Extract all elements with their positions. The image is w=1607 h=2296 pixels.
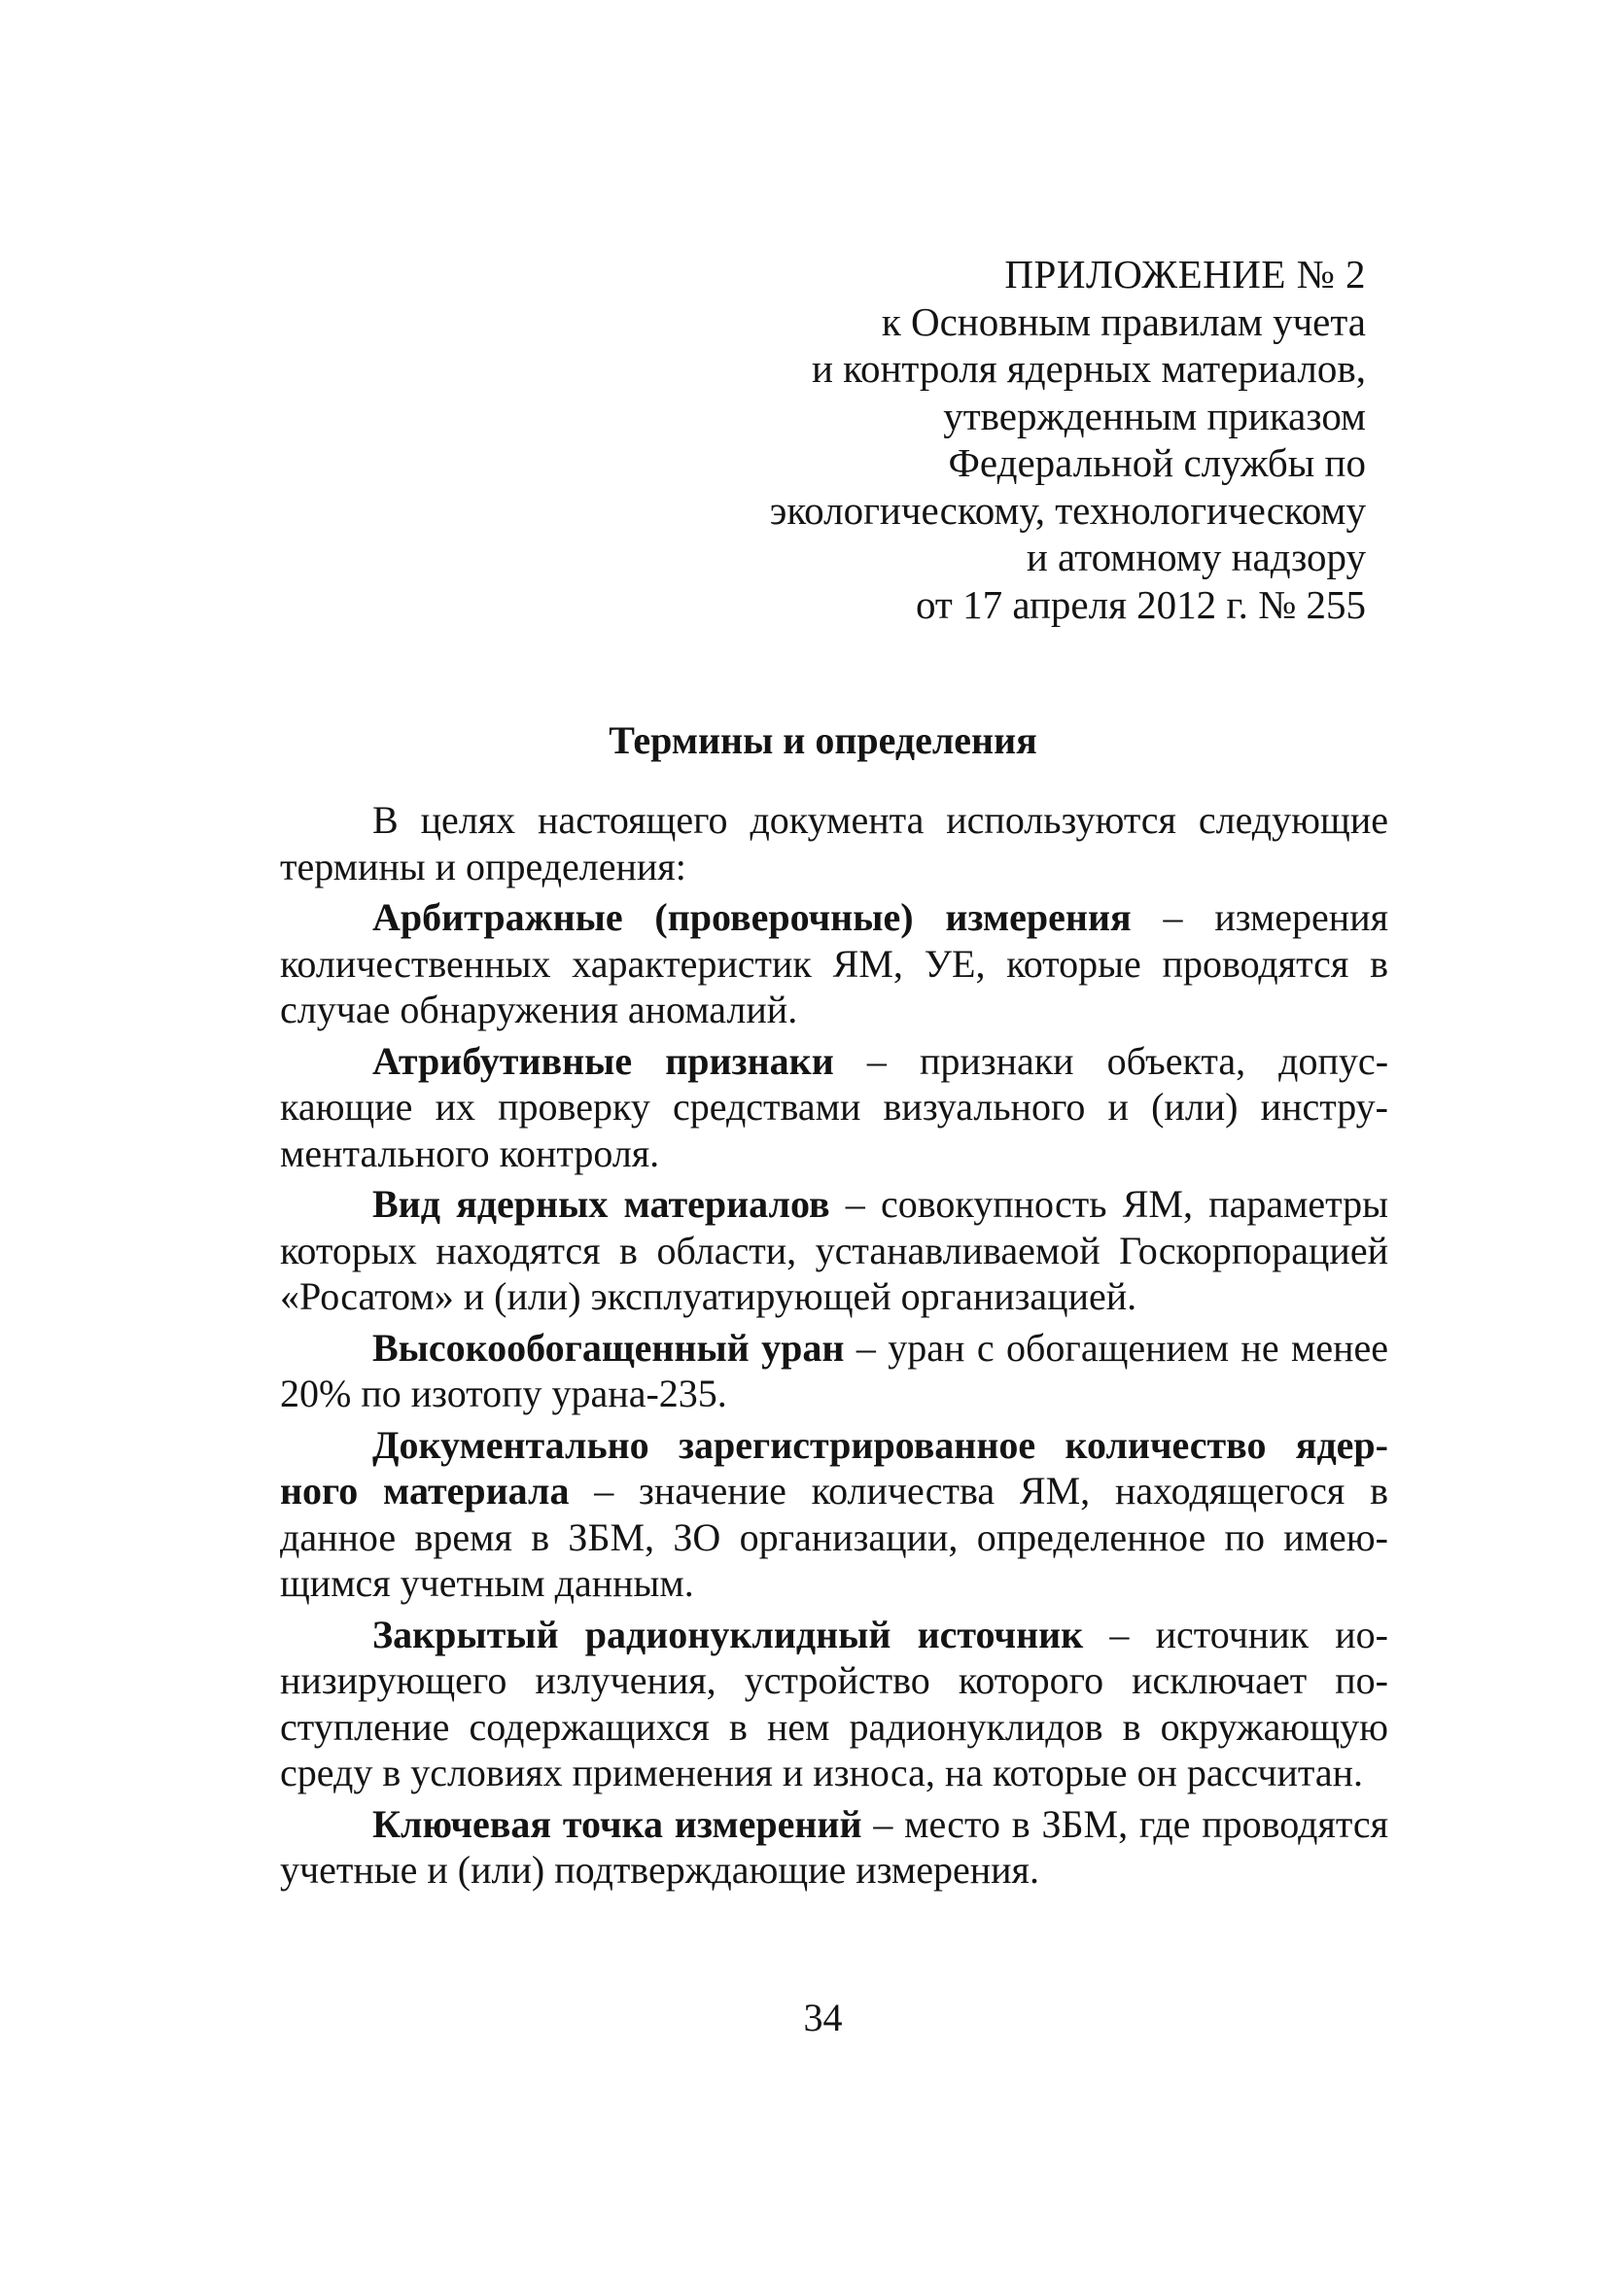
appendix-line: от 17 апреля 2012 г. № 255 bbox=[915, 581, 1366, 627]
definition-term: Ключевая точка измерений bbox=[372, 1801, 862, 1846]
definition-paragraph bbox=[280, 1612, 1388, 1796]
definition-paragraph bbox=[280, 1801, 1388, 1894]
definition-text: – признаки объекта, допускающие их проверку средствами визуального и (или) инструментального контроля. bbox=[280, 1038, 1389, 1175]
section-title: Термины и определения bbox=[609, 718, 1037, 762]
definition-text: – совокупность ЯМ, параметры которых находятся в области, устанавливаемой Госкорпорацией «Росатом» и (или) эксплуатирующей организацией. bbox=[280, 1182, 1388, 1318]
definition-term: Арбитражные (проверочные) измерения bbox=[372, 895, 1132, 939]
appendix-line: утвержденным приказом bbox=[943, 393, 1366, 438]
definition-text: – измерения количественных характеристик ЯМ, УЕ, которые проводятся в случае обнаружения аномалий. bbox=[280, 895, 1388, 1031]
definition-term: Вид ядерных материалов bbox=[372, 1182, 830, 1226]
definition-term: Высокообогащенный уран bbox=[372, 1325, 845, 1370]
appendix-line: к Основным правилам учета bbox=[881, 298, 1366, 344]
appendix-line: экологическому, технологическому bbox=[769, 487, 1366, 533]
definition-term: Закрытый радионуклидный источник bbox=[372, 1612, 1084, 1656]
appendix-header bbox=[627, 251, 1366, 628]
definition-paragraph bbox=[280, 894, 1388, 1033]
appendix-line: и контроля ядерных материалов, bbox=[811, 346, 1366, 391]
definition-paragraph bbox=[280, 1181, 1388, 1320]
definition-term: Документально зарегистрированное количество ядерного материала bbox=[280, 1422, 1388, 1513]
definition-text: – место в ЗБМ, где проводятся учетные и (или) подтверждающие измерения. bbox=[280, 1801, 1388, 1892]
definition-paragraph bbox=[280, 1038, 1388, 1177]
definition-paragraph bbox=[280, 1422, 1388, 1607]
intro-paragraph: В целях настоящего документа используются следующие термины и определения: bbox=[280, 798, 1388, 888]
definition-paragraph bbox=[280, 1325, 1388, 1417]
definition-text: – значение количества ЯМ, находящегося в данное время в ЗБМ, ЗО организации, определенное по имеющимся учетным данным. bbox=[280, 1469, 1389, 1605]
definition-text: – уран с обогащением не менее 20% по изотопу урана-235. bbox=[280, 1325, 1388, 1415]
page-number: 34 bbox=[803, 1996, 843, 2039]
definition-term: Атрибутивные признаки bbox=[372, 1038, 834, 1083]
appendix-line: ПРИЛОЖЕНИЕ № 2 bbox=[1004, 252, 1366, 296]
definition-text: – источник ионизирующего излучения, устройство которого исключает поступление содержащихся в нем радионуклидов в окружающую среду в условиях применения и износа, на которые он рассчитан. bbox=[280, 1612, 1388, 1794]
appendix-line: и атомному надзору bbox=[1026, 535, 1366, 579]
appendix-line: Федеральной службы по bbox=[948, 440, 1366, 485]
document-body bbox=[280, 797, 1388, 1898]
